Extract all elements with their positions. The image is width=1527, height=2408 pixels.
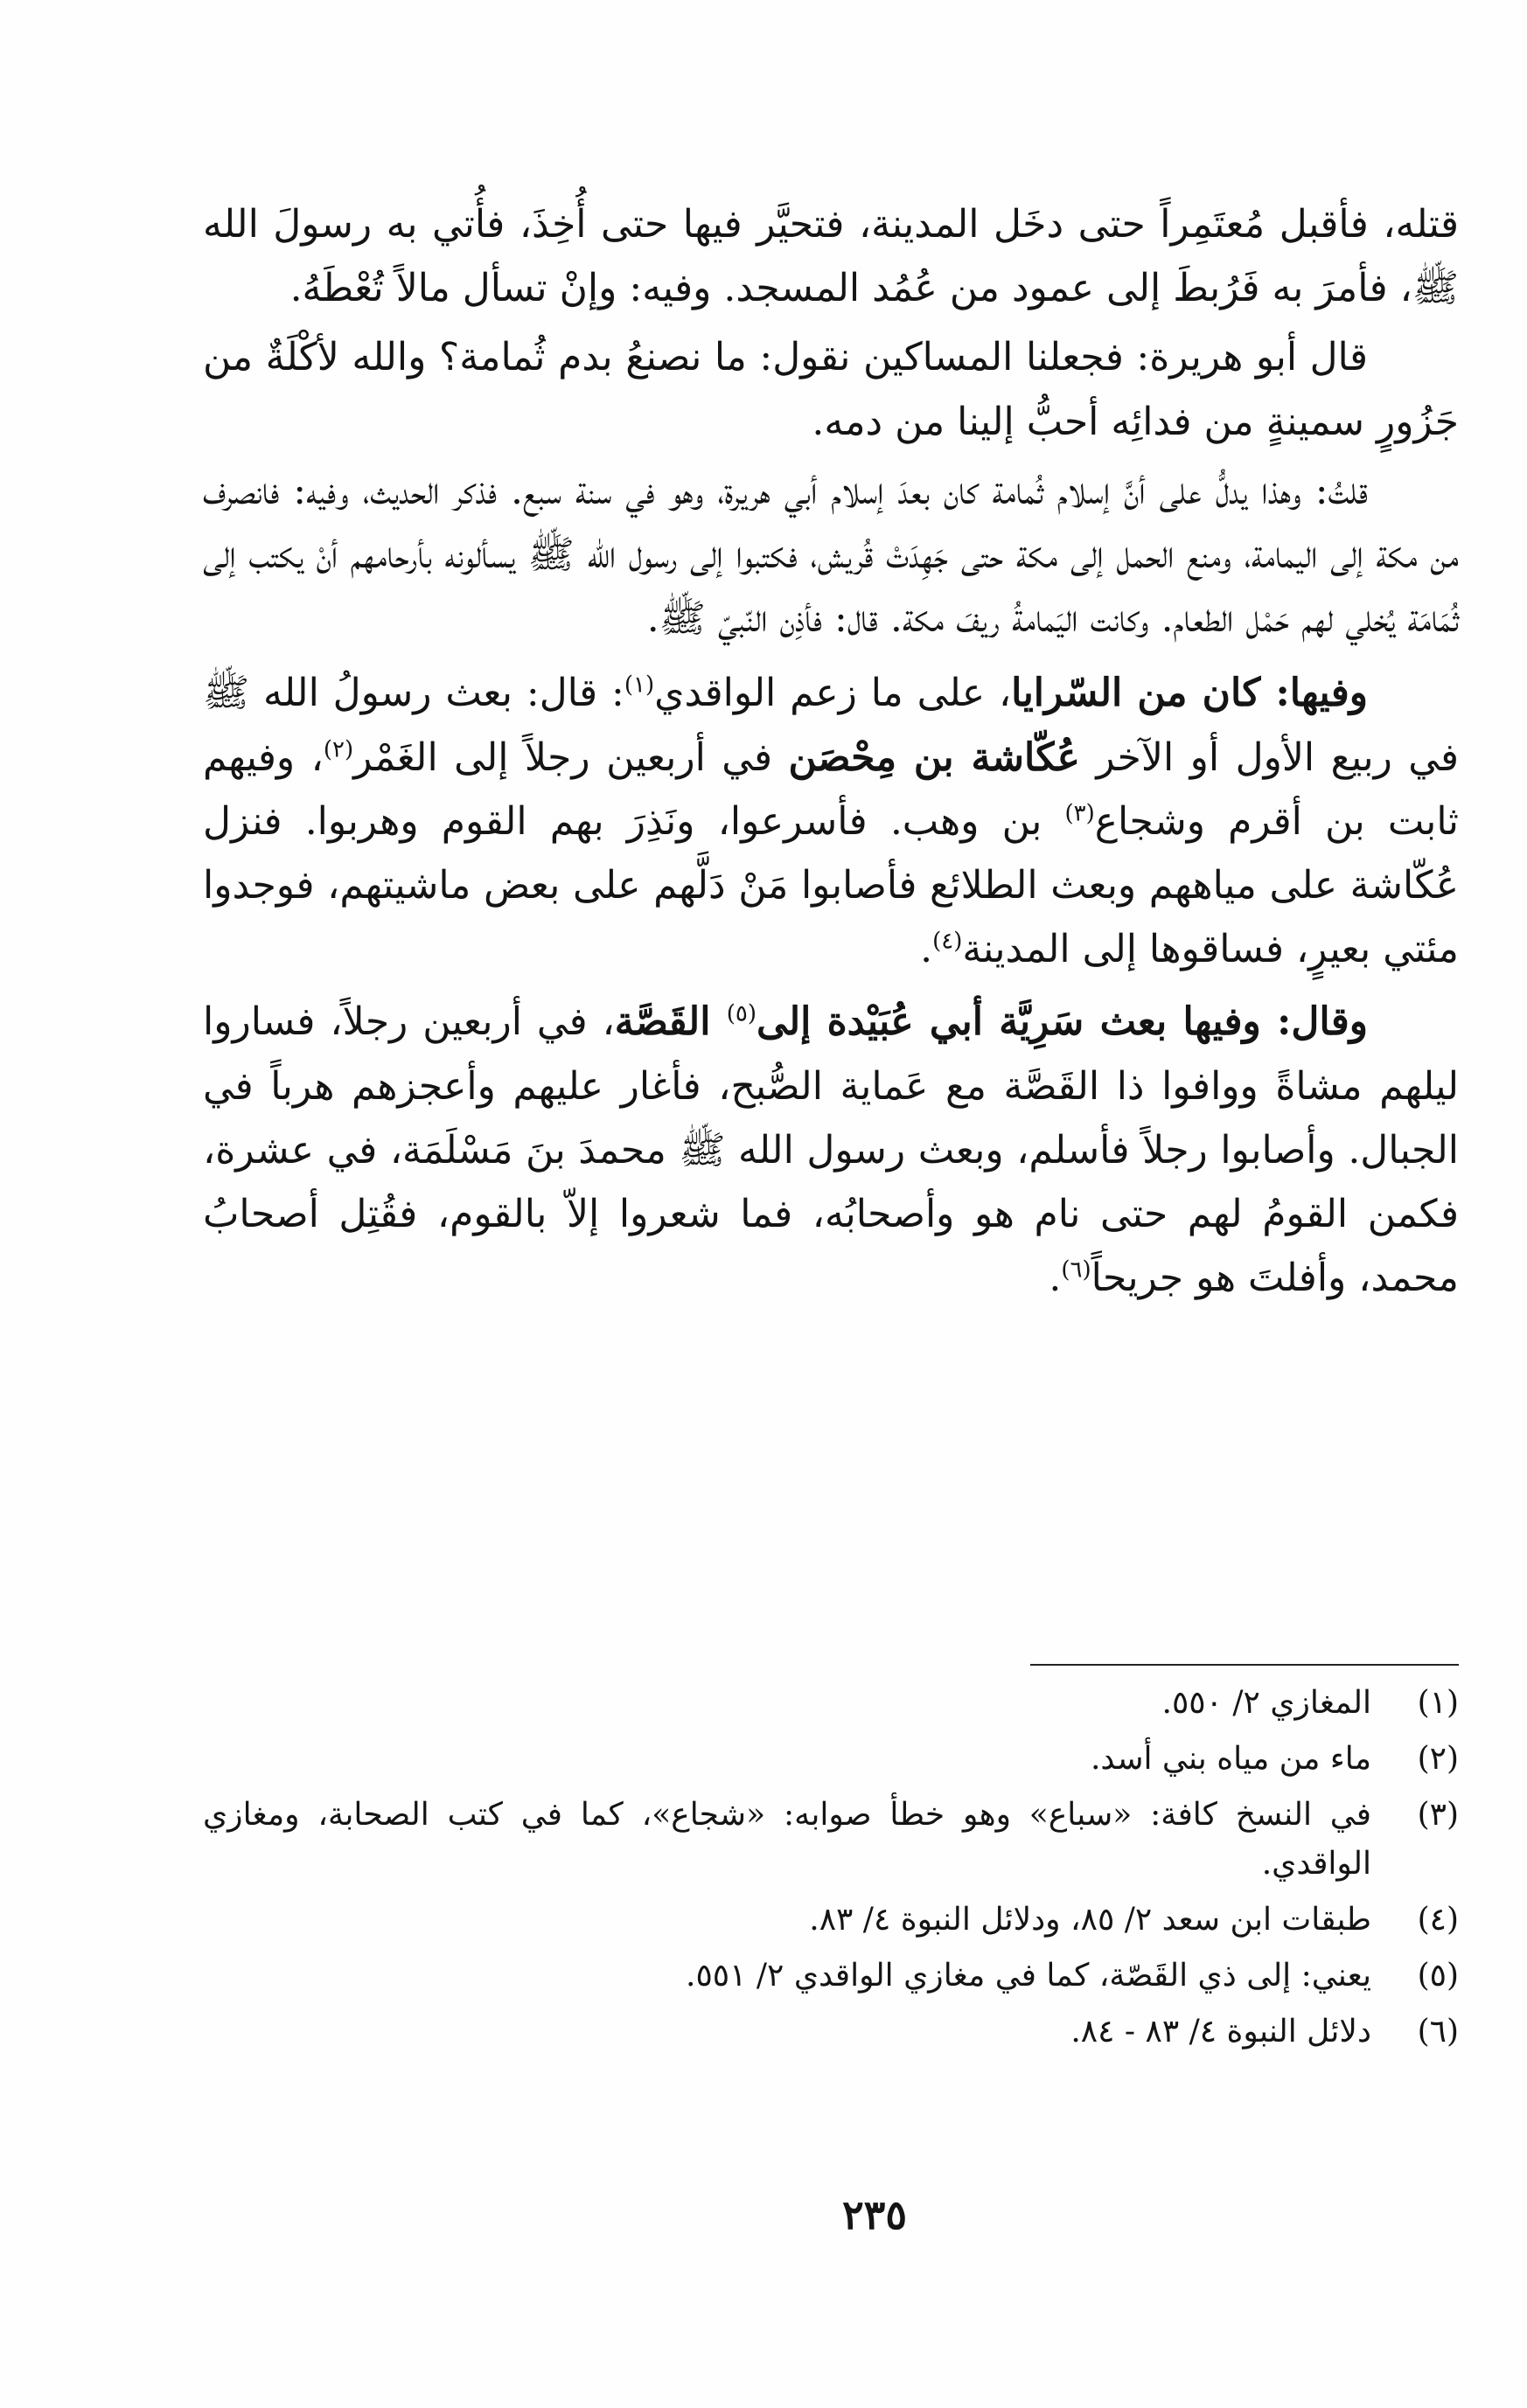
footnote-text: ماء من مياه بني أسد. (1090, 1741, 1371, 1777)
footnote-ref-2: (٢) (323, 735, 354, 762)
paragraph-1: قتله، فأقبل مُعتَمِراً حتى دخَل المدينة، فتحيَّر فيها حتى أُخِذَ، فأُتي به رسولَ الله ﷺ، فأمرَ به فَرُبطَ إلى عمود من عُمُد المسجد. وفيه: وإنْ تسأل مالاً تُعْطَهُ. (203, 202, 1459, 311)
footnote-text: المغازي ٢/ ٥٥٠. (1161, 1685, 1371, 1721)
paragraph-4-bold-phrase: كان من السّرايا (1011, 671, 1261, 716)
paragraph-4-text: في أربعين رجلاً إلى الغَمْر (353, 734, 789, 780)
footnote-item (203, 1896, 1459, 1945)
footnote-ref-4: (٤) (932, 928, 963, 955)
paragraph-2: قال أبو هريرة: فجعلنا المساكين نقول: ما نصنعُ بدم ثُمامة؟ والله لأكْلَةٌ من جَزُورٍ سمينةٍ من فدائِه أحبُّ إلينا من دمه. (203, 335, 1459, 444)
footnote-text: يعني: إلى ذي القَصّة، كما في مغازي الواقدي ٢/ ٥٥١. (686, 1958, 1371, 1994)
footnote-number: (٦) (1417, 2014, 1459, 2050)
footnotes (203, 1679, 1459, 2064)
paragraph-5-place: القَصَّة (614, 999, 727, 1045)
main-text (203, 192, 1459, 1310)
paragraph-4-text: : قال: بعث رسولُ الله ﷺ في ربيع الأول أو الآخر (203, 671, 1460, 780)
footnote-text: طبقات ابن سعد ٢/ ٨٥، ودلائل النبوة ٤/ ٨٣. (809, 1902, 1371, 1938)
paragraph-5-text: ، في أربعين رجلاً، فساروا ليلهم مشاةً ووافوا ذا القَصَّة مع عَماية الصُّبح، فأغار عليهم وأعجزهم هرباً في الجبال. وأصابوا رجلاً فأسلم، وبعث رسول الله ﷺ محمدَ بنَ مَسْلَمَة، في عشرة، فكمن القومُ لهم حتى نام هو وأصحابُه، فما شعروا إلاّ بالقوم، فقُتِل أصحابُ محمد، وأفلتَ هو جريحاً (203, 999, 1459, 1301)
footnote-number: (١) (1417, 1685, 1459, 1721)
paragraph-4-name: عُكّاشة بن مِحْصَن (788, 734, 1080, 780)
page-number: ٢٣٥ (841, 2191, 908, 2238)
paragraph-4 (203, 661, 1459, 981)
paragraph-4-text: ، على ما زعم الواقدي (654, 671, 1012, 716)
footnote-number: (٢) (1417, 1741, 1459, 1777)
footnote-item (203, 1679, 1459, 1728)
footnote-number: (٤) (1417, 1902, 1459, 1938)
footnote-text: في النسخ كافة: «سباع» وهو خطأ صوابه: «شجاع»، كما في كتب الصحابة، ومغازي الواقدي. (203, 1797, 1371, 1882)
footnote-number: (٣) (1417, 1797, 1459, 1833)
paragraph-5 (203, 990, 1459, 1310)
paragraph-5-bold-phrase: وفيها بعث سَرِيَّة أبي عُبَيْدة إلى (757, 999, 1261, 1045)
paragraph-4-text: بن وهب. فأسرعوا، ونَذِرَ بهم القوم وهربوا. فنزل عُكّاشة على مياههم وبعث الطلائع فأصابوا مَنْ دَلَّهم على بعض ماشيتهم، فوجدوا مئتي بعيرٍ، فساقوها إلى المدينة (203, 798, 1459, 972)
footnote-item (203, 1791, 1459, 1889)
paragraph-4-tail: . (920, 927, 933, 972)
footnote-ref-1: (١) (624, 672, 655, 699)
paragraph-4-lead: وفيها: (1260, 671, 1368, 716)
footnote-ref-5: (٥) (726, 1000, 757, 1027)
footnote-ref-3: (٣) (1064, 800, 1095, 827)
footnote-item (203, 1952, 1459, 2001)
paragraph-5-lead: وقال: (1260, 999, 1369, 1045)
footnote-item (203, 1735, 1459, 1784)
footnote-text: دلائل النبوة ٤/ ٨٣ - ٨٤. (1070, 2014, 1371, 2050)
footnote-number: (٥) (1417, 1958, 1459, 1994)
paragraph-3: قلتُ: وهذا يدلُّ على أنَّ إسلام ثُمامة كان بعدَ إسلام أبي هريرة، وهو في سنة سبع. فذكر الحديث، وفيه: فانصرف من مكة إلى اليمامة، ومنع الحمل إلى مكة حتى جَهِدَتْ قُريش، فكتبوا إلى رسول الله ﷺ يسألونه بأرحامهم أنْ يكتب إلى ثُمَامَة يُخلي لهم حَمْل الطعام. وكانت اليَمامةُ ريفَ مكة. قال: فأذِن النّبيّ ﷺ. (203, 468, 1459, 642)
paragraph-4-text: ، وفيهم ثابت بن أقرم وشجاع (203, 734, 1460, 844)
footnote-ref-6: (٦) (1061, 1256, 1091, 1284)
footnote-item (203, 2008, 1459, 2057)
paragraph-5-tail: . (1049, 1256, 1062, 1301)
footnote-separator (1030, 1664, 1459, 1666)
